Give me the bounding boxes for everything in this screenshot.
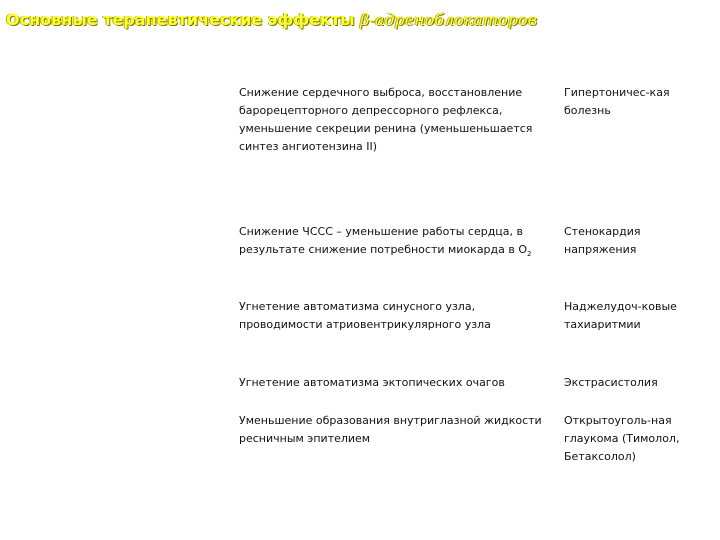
indication-cell: Стенокардия напряжения bbox=[564, 225, 641, 256]
title-beta-symbol: β bbox=[360, 10, 370, 29]
title-rest: -адреноблокаторов bbox=[369, 10, 538, 29]
slide-title bbox=[6, 10, 537, 29]
effect-subscript: 2 bbox=[527, 250, 532, 259]
effect-cell: Угнетение автоматизма синусного узла, проводимости атриовентрикулярного узла bbox=[239, 300, 491, 331]
indication-cell: Наджелудоч-ковые тахиаритмии bbox=[564, 300, 677, 331]
indication-cell: Гипертоничес-кая болезнь bbox=[564, 86, 670, 117]
effect-cell: Снижение сердечного выброса, восстановление барорецепторного депрессорного рефлекса, уменьшение секреции ренина (уменьшеньшается синтез ангиотензина II) bbox=[239, 86, 533, 153]
effect-text: Снижение ЧССС – уменьшение работы сердца, в результате снижение потребности миокарда в О bbox=[239, 225, 528, 256]
indication-cell: Открытоуголь-ная глаукома (Тимолол, Бетаксолол) bbox=[564, 414, 680, 463]
effect-cell: Угнетение автоматизма эктопических очагов bbox=[239, 376, 505, 389]
effect-cell: Уменьшение образования внутриглазной жидкости ресничным эпителием bbox=[239, 414, 542, 445]
indication-cell: Экстрасистолия bbox=[564, 376, 658, 389]
title-main: Основные терапевтические эффекты bbox=[6, 10, 355, 29]
effect-cell bbox=[239, 223, 544, 259]
